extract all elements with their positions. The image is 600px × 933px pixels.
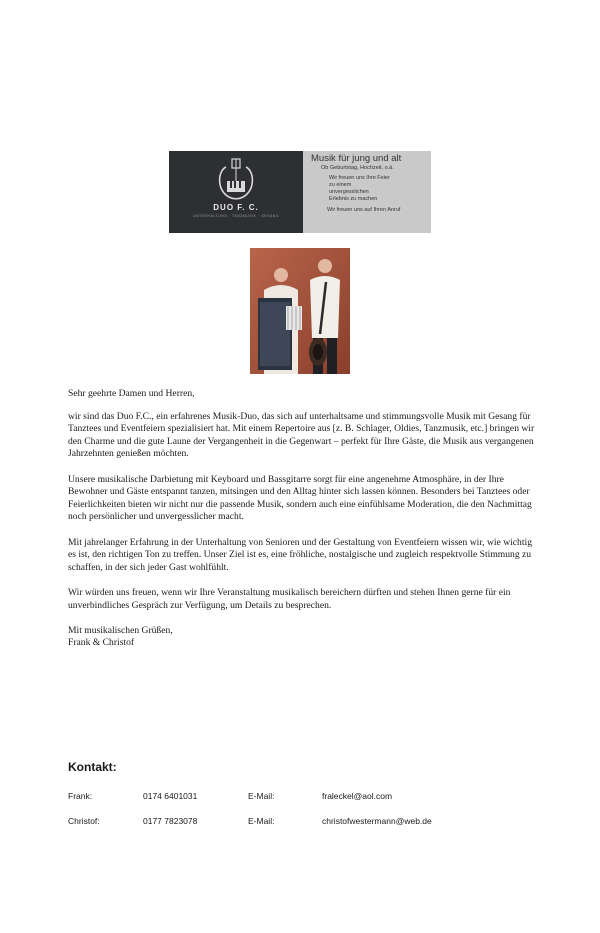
logo-panel [169,151,303,233]
letter-signature: Frank & Christof [68,637,135,649]
slogan-lines [329,175,427,203]
letter-paragraph: Unsere musikalische Darbietung mit Keyboard und Bassgitarre sorgt für eine angenehme Atmosphäre, in der Ihre Bewohner und Gäste entspannt tanzen, mitsingen und den Alltag hinter sich lassen können. Besonders bei Tanztees oder Feierlichkeiten bieten wir nicht nur die passende Musik, sondern auch eine einfühlsame Moderation, die den Nachmittag noch persönlicher und unvergesslicher macht. [68,473,532,523]
slogan-line: Wir freuen uns Ihre Feier [329,175,390,181]
letter-paragraph: Mit jahrelanger Erfahrung in der Unterhaltung von Senioren und der Gestaltung von Eventfeiern wissen wir, wie wichtig es ist, den richtigen Ton zu treffen. Unser Ziel ist es, eine fröhliche, nostalgische und zugleich respektvolle Stimmung zu schaffen, in der sich jeder Gast wohlfühlt. [68,536,532,573]
header-banner [169,151,431,233]
slogan-subtitle: Ob Geburtstag, Hochzeit, o.ä. [321,165,394,171]
contact-phone[interactable]: 0177 7823078 [143,816,198,826]
letter-greeting: Sehr geehrte Damen und Herren, [68,388,195,399]
contact-email-label: E-Mail: [248,791,275,801]
letter-paragraph: wir sind das Duo F.C., ein erfahrenes Musik-Duo, das sich auf unterhaltsame und stimmungsvolle Musik mit Gesang für Tanztees und Eventfeiern spezialisiert hat. Mit einem Repertoire aus [z. B. Schlager, Oldies, Tanzmusik, etc.] bringen wir den Charme und die gute Laune der Vergangenheit in die Gegenwart – perfekt für Ihre Gäste, die Musik aus vergangenen Jahrzehnten genießen möchten. [68,410,535,460]
contact-email-link[interactable]: christofwestermann@web.de [322,816,432,826]
contact-heading: Kontakt: [68,760,117,774]
contact-phone[interactable]: 0174 6401031 [143,791,198,801]
contact-name: Christof: [68,816,100,826]
slogan-line: unvergesslichen [329,189,369,195]
slogan-title: Musik für jung und alt [311,153,402,164]
contact-row-frank [0,791,600,805]
contact-email-link[interactable]: fraleckel@aol.com [322,791,393,801]
contact-email-label: E-Mail: [248,816,275,826]
letter-paragraph: Wir würden uns freuen, wenn wir Ihre Veranstaltung musikalisch bereichern dürften und stehen Ihnen gerne für ein unverbindliches Gespräch zur Verfügung, um Details zu besprechen. [68,586,511,611]
slogan-line: Erlebnis zu machen [329,196,378,202]
slogan-panel [303,151,431,233]
slogan-line: zu einem [329,182,352,188]
duo-photo-illustration [250,248,350,374]
guitar-logo-icon [212,157,260,203]
letter-closing: Mit musikalischen Grüßen, [68,624,173,636]
slogan-footer: Wir freuen uns auf Ihren Anruf [327,207,401,213]
logo-name: DUO F. C. [213,203,259,212]
letter-body [68,388,538,650]
contact-row-christof [0,816,600,830]
contact-name: Frank: [68,791,93,801]
duo-photo [250,248,350,374]
logo-tagline: UNTERHALTUNG · TANZMUSIK · GESANG [192,214,280,218]
